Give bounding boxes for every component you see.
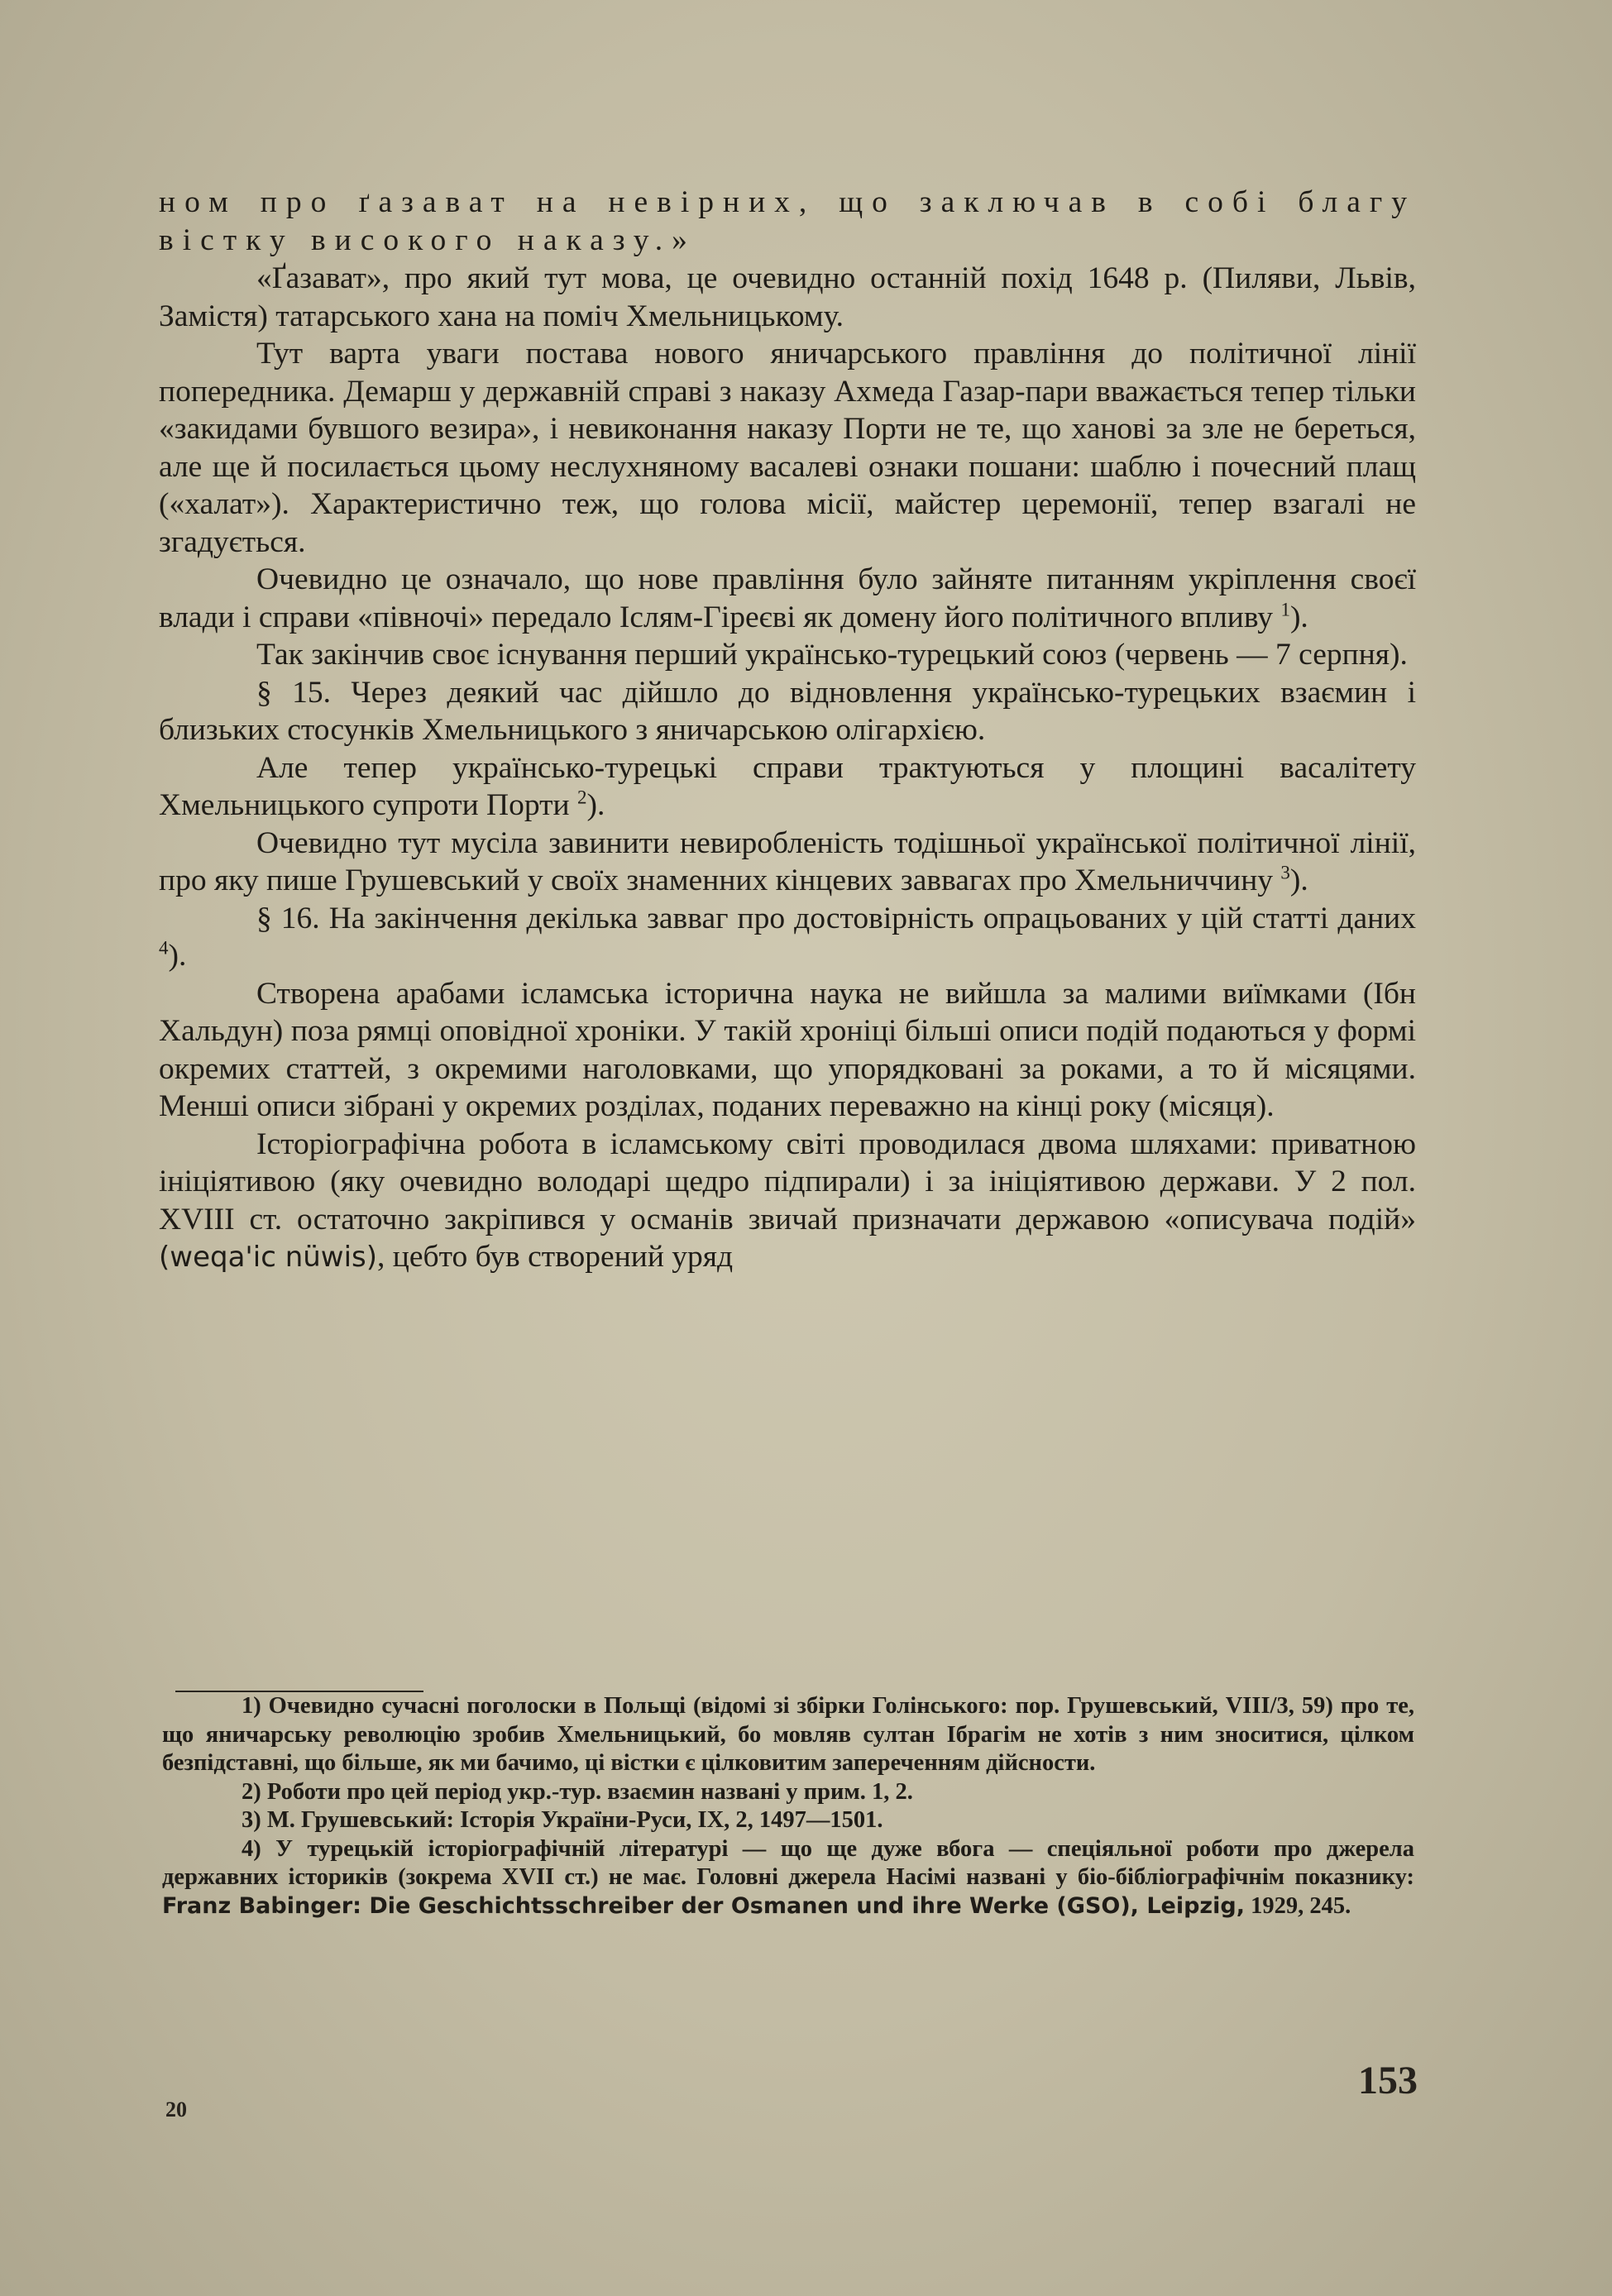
footnote-4-text: 4) У турецькій історіографічній літературі — що ще дуже вбога — спеціяльної роботи про джерела державних істориків (зокрема XVII ст.) не має. Головні джерела Насімі названі у біо-бібліографічнім показнику: <box>162 1835 1414 1890</box>
paragraph-text: Очевидно тут мусіла завинити невиробленість тодішньої української політичної лінії, про яку пише Грушевський у своїх знаменних кінцевих заввагах про Хмельниччину <box>159 825 1416 897</box>
page-number: 153 <box>1358 2059 1418 2102</box>
footnote-ref: 1 <box>1280 599 1290 619</box>
section-paragraph <box>159 900 1416 975</box>
transliterated-term: (weqa'ic nüwis) <box>159 1241 378 1274</box>
paragraph: Тут варта уваги постава нового яничарського правління до політичної лінії попередника. Демарш у державній справі з наказу Ахмеда Газар-пари вважається тепер тільки «закидами бувшого везира», і невиконання наказу Порти не те, що ханові за зле не береться, але ще й посилається цьому неслухняному васалеві ознаки пошани: шаблю і почесний плащ («халат»). Характеристично теж, що голова місії, майстер церемонії, тепер взагалі не згадується. <box>159 337 1416 559</box>
paragraph: Створена арабами ісламська історична наука не вийшла за малими виїмками (Ібн Хальдун) поза рямці оповідної хроніки. У такій хроніці більші описи подій подаються у формі окремих статтей, з окремими наголовками, що упорядковані за роками, а то й місяцями. Менші описи зібрані у окремих розділах, поданих переважно на кінці року (місяця). <box>159 976 1416 1123</box>
paragraph-text-end: ). <box>586 788 605 822</box>
signature-mark: 20 <box>165 2097 187 2121</box>
main-text <box>159 184 1416 1277</box>
paragraph-text: § 16. На закінчення декілька завваг про достовірність опрацьованих у цій статті даних <box>256 901 1416 935</box>
paragraph: «Ґазават», про який тут мова, це очевидно останній похід 1648 р. (Пиляви, Львів, Замістя) татарського хана на поміч Хмельницькому. <box>159 261 1416 333</box>
footnote-4 <box>162 1835 1414 1921</box>
footnote-2: 2) Роботи про цей період укр.-тур. взаємин названі у прим. 1, 2. <box>242 1778 913 1805</box>
paragraph <box>159 825 1416 900</box>
paragraph <box>159 1126 1416 1277</box>
paragraph <box>159 561 1416 636</box>
section-paragraph: § 15. Через деякий час дійшло до відновлення українсько-турецьких взаємин і близьких стосунків Хмельницького з яничарською олігархією. <box>159 675 1416 747</box>
footnote-3: 3) М. Грушевський: Історія України-Руси, IX, 2, 1497—1501. <box>242 1807 883 1833</box>
paragraph <box>159 749 1416 825</box>
paragraph-text-end: , цебто був створений уряд <box>377 1240 734 1274</box>
paragraph-text-end: ). <box>168 939 187 973</box>
footnote-4-end: 1929, 245. <box>1251 1892 1351 1919</box>
paragraph-text-end: ). <box>1289 600 1308 634</box>
footnote-ref: 4 <box>159 937 169 959</box>
paragraph: Так закінчив своє існування перший українсько-турецький союз (червень — 7 серпня). <box>256 638 1408 672</box>
footnote-4-citation: Franz Babinger: Die Geschichtsschreiber der Osmanen und ihre Werke (GSO), Leipzig, <box>162 1892 1245 1919</box>
footnote-ref: 3 <box>1280 862 1290 883</box>
paragraph-text: Очевидно це означало, що нове правління було зайняте питанням укріплення своєї влади і справи «півночі» передало Іслям-Гіреєві як домену його політичного впливу <box>159 562 1416 634</box>
paragraph-text-end: ). <box>1289 863 1308 897</box>
paragraph-text: Історіографічна робота в ісламському світі проводилася двома шляхами: приватною ініціятивою (яку очевидно володарі щедро підпирали) і за ініціятивою держави. У 2 пол. XVIII ст. остаточно закріпився у османів звичай призначати державою «описувача подій» <box>159 1126 1416 1236</box>
paragraph-spaced-quote-end: ном про ґазават на невірних, що заключав в собі благу вістку високого наказу.» <box>159 185 1416 257</box>
footnote-1: 1) Очевидно сучасні поголоски в Польщі (відомі зі збірки Голінського: пор. Грушевський, VIII/3, 59) про те, що яничарську революцію зробив Хмельницький, бо мовляв султан Ібрагім не хотів з ним зноситися, цілком безпідставні, що більше, як ми бачимо, ці вістки є цілковитим запереченням дійсности. <box>162 1693 1414 1776</box>
footnotes <box>162 1692 1414 1921</box>
paragraph-text: Але тепер українсько-турецькі справи трактуються у площині васалітету Хмельницького супроти Порти <box>159 750 1416 822</box>
footnote-ref: 2 <box>576 787 587 808</box>
